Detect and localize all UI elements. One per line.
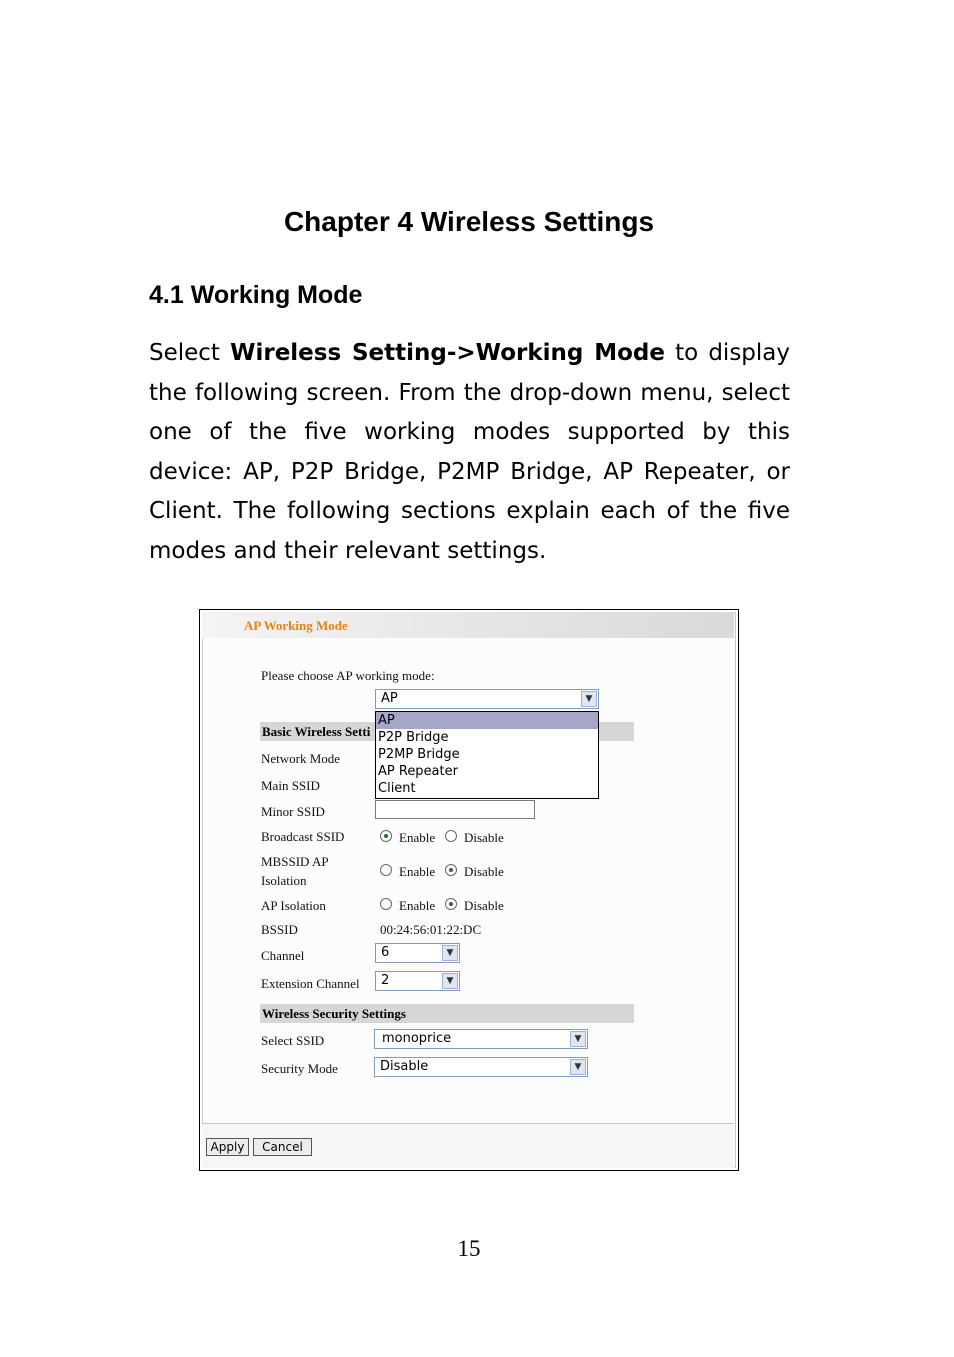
basic-settings-title: Basic Wireless Setti [262, 724, 371, 739]
isolation-enable-radio[interactable] [380, 898, 392, 910]
mbssid-label-line1: MBSSID AP [261, 854, 329, 869]
mbssid-enable-label: Enable [399, 864, 436, 879]
ap-isolation-label: AP Isolation [261, 898, 326, 913]
mbssid-enable-radio[interactable] [380, 864, 392, 876]
minor-ssid-input[interactable] [375, 800, 535, 819]
mbssid-label-line2: Isolation [261, 873, 307, 888]
isolation-disable-label: Disable [464, 898, 504, 913]
channel-select[interactable] [375, 943, 460, 963]
para-bold: Wireless Setting->Working Mode [230, 340, 665, 366]
mode-option[interactable]: AP [376, 712, 598, 729]
security-mode-label: Security Mode [261, 1061, 338, 1076]
broadcast-enable-radio[interactable] [380, 830, 392, 842]
channel-value: 6 [381, 945, 390, 960]
channel-label: Channel [261, 948, 305, 963]
working-mode-value: AP [381, 691, 398, 706]
chevron-down-icon[interactable]: ▼ [570, 1059, 586, 1075]
section-title: 4.1 Working Mode [149, 281, 363, 309]
bssid-value: 00:24:56:01:22:DC [380, 922, 482, 937]
isolation-enable-label: Enable [399, 898, 436, 913]
ext-channel-value: 2 [381, 973, 390, 988]
broadcast-disable-label: Disable [464, 830, 504, 845]
security-mode-select[interactable] [374, 1057, 588, 1077]
chevron-down-icon[interactable]: ▼ [570, 1031, 586, 1047]
page-number: 15 [457, 1236, 481, 1261]
working-mode-dropdown-list [375, 711, 599, 799]
main-ssid-label: Main SSID [261, 778, 320, 793]
choose-mode-label: Please choose AP working mode: [261, 668, 435, 683]
mode-option[interactable]: AP Repeater [378, 764, 458, 779]
network-mode-label: Network Mode [261, 751, 341, 766]
select-ssid-select[interactable] [374, 1029, 588, 1049]
chevron-down-icon[interactable]: ▼ [442, 973, 458, 989]
cancel-button[interactable]: Cancel [253, 1138, 312, 1156]
security-mode-value: Disable [380, 1059, 429, 1074]
broadcast-disable-radio[interactable] [445, 830, 457, 842]
para-pre: Select [149, 340, 231, 366]
minor-ssid-label: Minor SSID [261, 804, 325, 819]
chevron-down-icon[interactable]: ▼ [581, 691, 597, 707]
mode-option[interactable]: P2P Bridge [378, 730, 449, 745]
mbssid-disable-label: Disable [464, 864, 504, 879]
bssid-label: BSSID [261, 922, 298, 937]
broadcast-enable-label: Enable [399, 830, 436, 845]
ext-channel-select[interactable] [375, 971, 460, 991]
ext-channel-label: Extension Channel [261, 976, 360, 991]
mode-option[interactable]: Client [378, 781, 416, 796]
select-ssid-value: monoprice [382, 1031, 452, 1046]
router-screenshot [199, 609, 739, 1171]
chevron-down-icon[interactable]: ▼ [442, 945, 458, 961]
body-paragraph [149, 334, 790, 571]
broadcast-ssid-label: Broadcast SSID [261, 829, 345, 844]
chapter-title: Chapter 4 Wireless Settings [283, 206, 655, 237]
apply-button[interactable]: Apply [206, 1138, 249, 1156]
security-settings-title: Wireless Security Settings [262, 1006, 406, 1021]
select-ssid-label: Select SSID [261, 1033, 325, 1048]
security-settings-header [260, 1004, 634, 1023]
isolation-disable-radio[interactable] [445, 898, 457, 910]
mbssid-disable-radio[interactable] [445, 864, 457, 876]
screen-title-bar [202, 612, 734, 638]
mode-option[interactable]: P2MP Bridge [378, 747, 460, 762]
working-mode-select[interactable] [375, 689, 599, 709]
screen-title: AP Working Mode [244, 618, 348, 633]
para-post: to display the following screen. From the drop-down menu, select one of the five working modes supported by this device: AP, P2P Bridge, P2MP Bridge, AP Repeater, or Client. The following sections explain each of the five modes and their relevant settings. [149, 340, 790, 564]
